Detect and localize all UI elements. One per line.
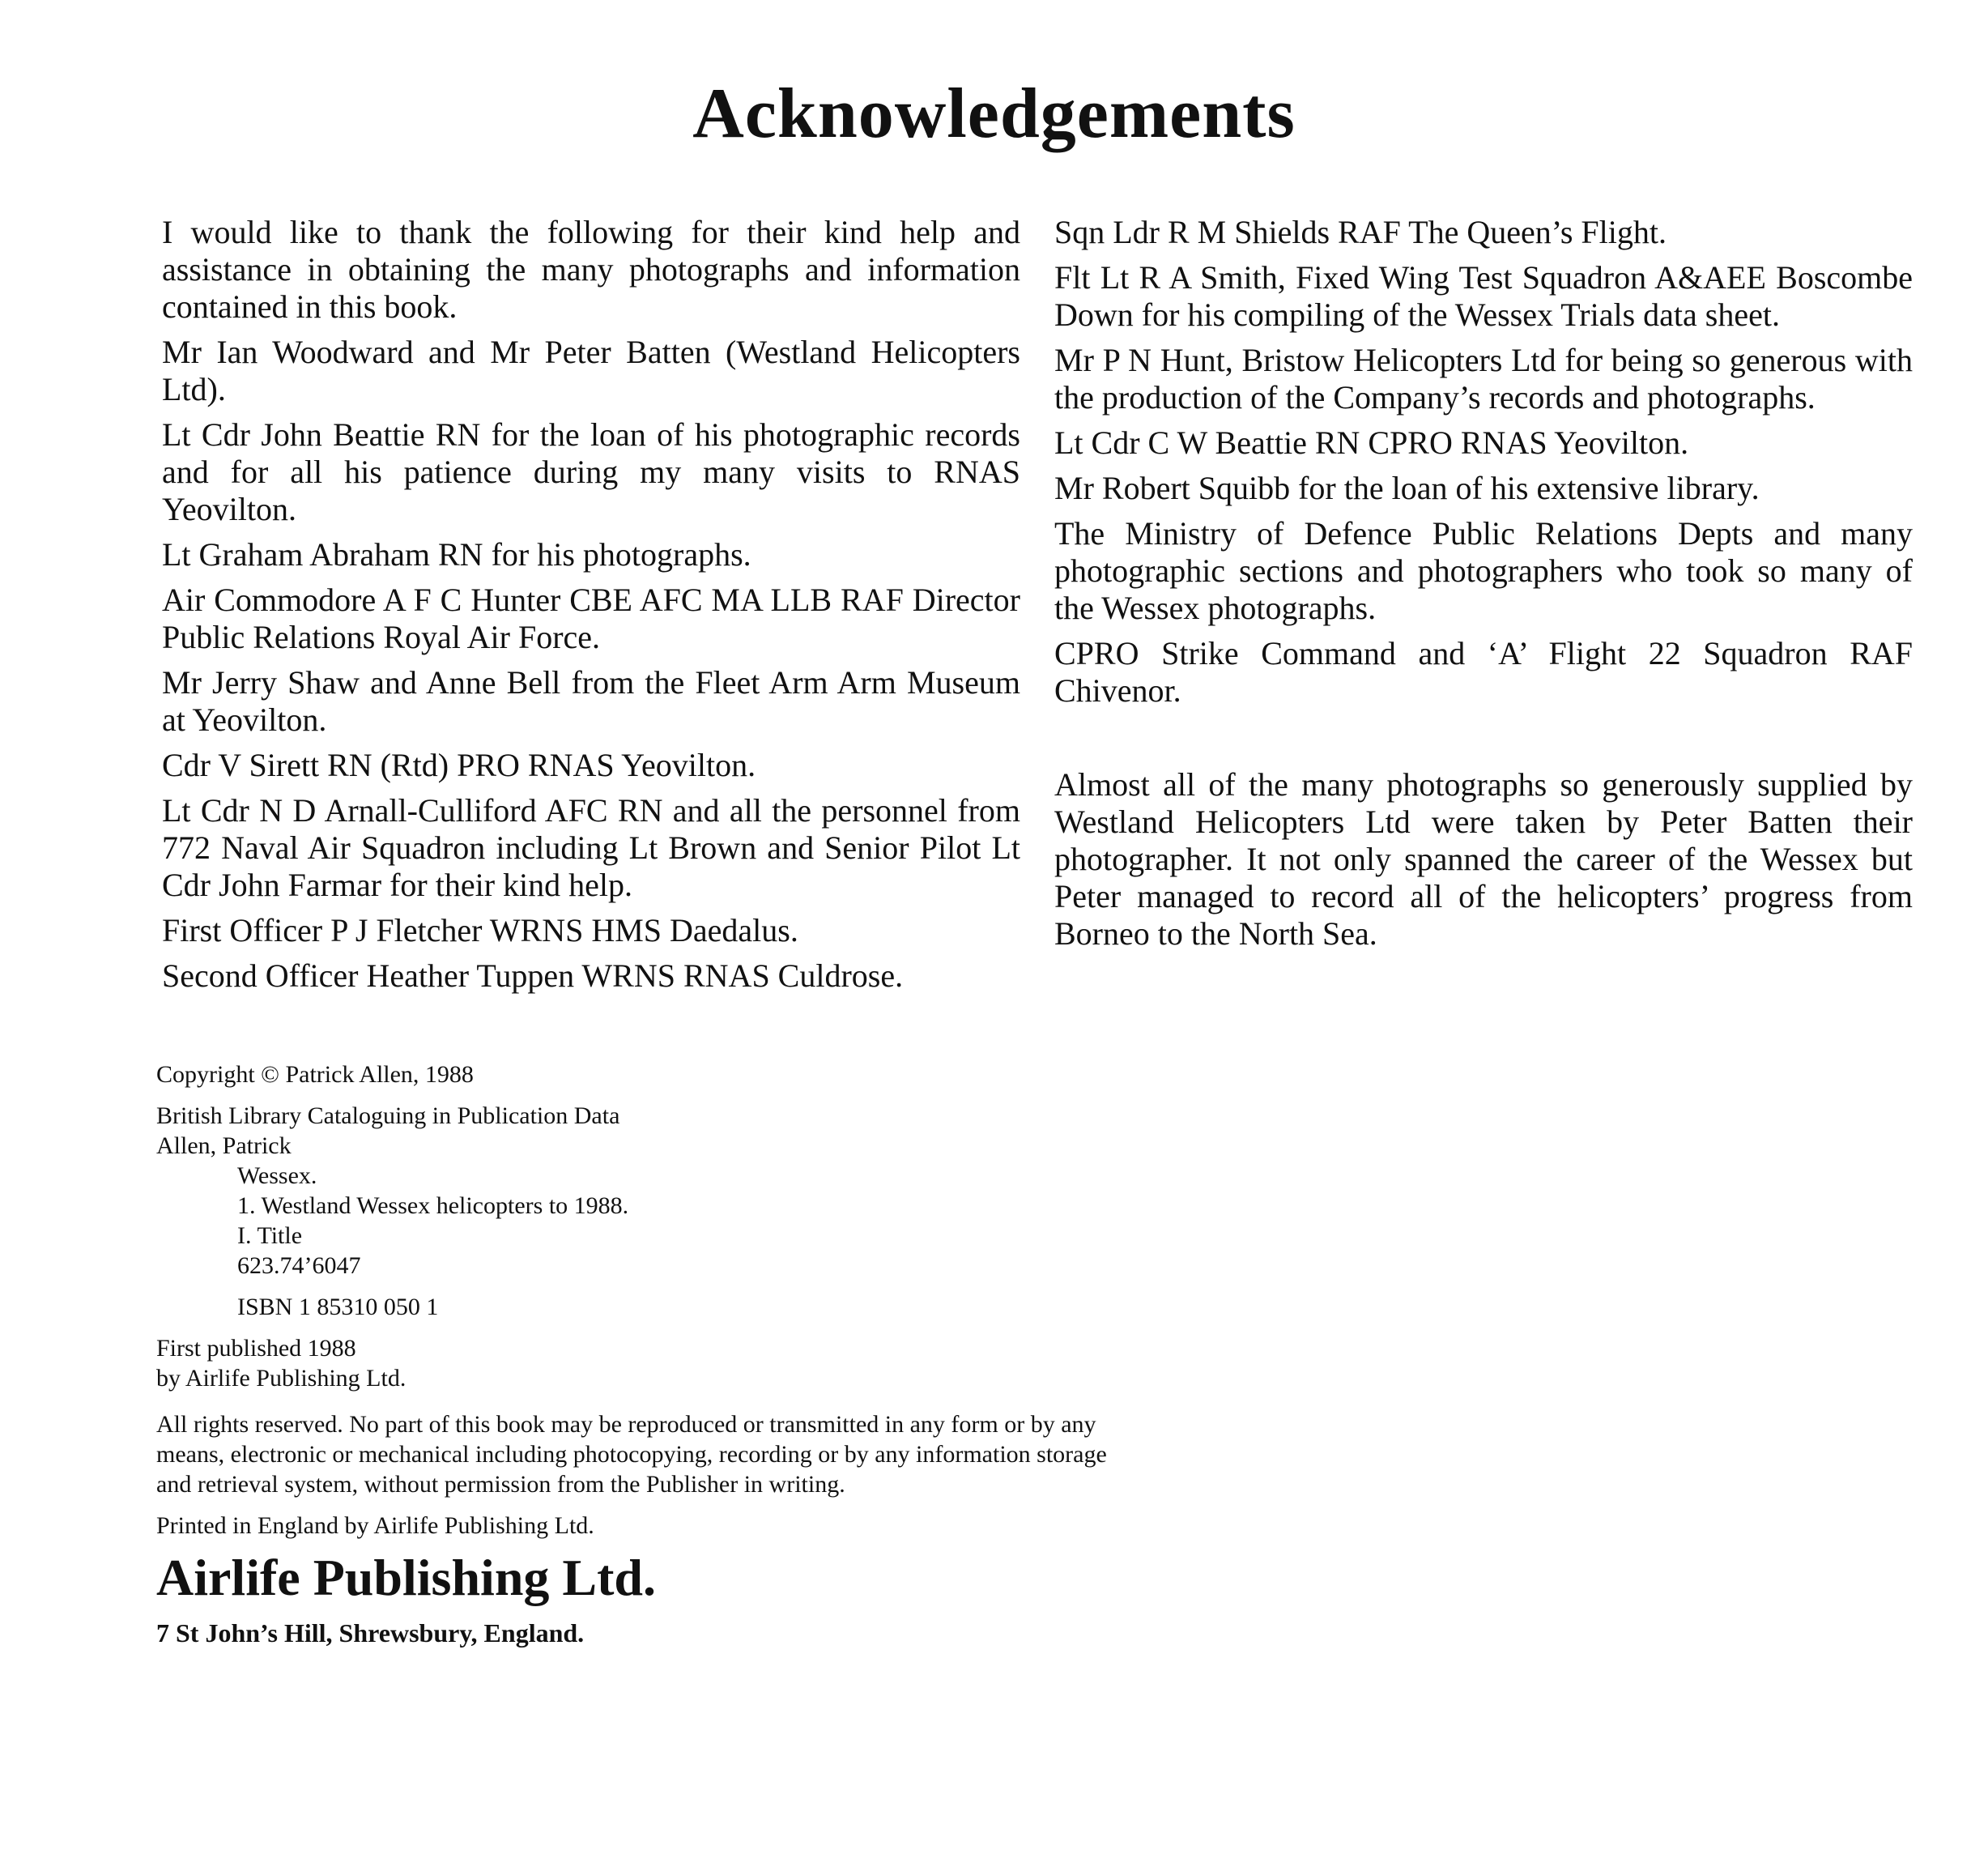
rights-statement: All rights reserved. No part of this book may be reproduced or transmitted in any form or by any means, electronic or mechanical including photocopying, recording or by any information storage and retrieval system, without permission from the Publisher in writing. bbox=[156, 1411, 1107, 1498]
cip-series: I. Title bbox=[237, 1222, 303, 1249]
acknowledgement-item: Mr Ian Woodward and Mr Peter Batten (Westland Helicopters Ltd). bbox=[162, 334, 1020, 407]
acknowledgement-item: Lt Cdr John Beattie RN for the loan of his photographic records and for all his patience during my many visits to RNAS Yeovilton. bbox=[162, 416, 1020, 527]
acknowledgement-intro: I would like to thank the following for their kind help and assistance in obtaining the many photographs and information contained in this book. bbox=[162, 214, 1020, 325]
acknowledgement-item: First Officer P J Fletcher WRNS HMS Daedalus. bbox=[162, 912, 798, 948]
acknowledgement-item: Lt Graham Abraham RN for his photographs. bbox=[162, 536, 751, 573]
left-column bbox=[162, 214, 1020, 1003]
acknowledgement-item: Mr P N Hunt, Bristow Helicopters Ltd for being so generous with the production of the Company’s records and photographs. bbox=[1054, 342, 1913, 416]
cip-subject: 1. Westland Wessex helicopters to 1988. bbox=[237, 1192, 629, 1219]
cip-title: Wessex. bbox=[237, 1162, 317, 1189]
acknowledgement-item: Sqn Ldr R M Shields RAF The Queen’s Flight. bbox=[1054, 214, 1667, 250]
acknowledgement-item: Mr Robert Squibb for the loan of his extensive library. bbox=[1054, 470, 1760, 506]
copyright-line: Copyright © Patrick Allen, 1988 bbox=[156, 1061, 474, 1088]
right-column bbox=[1054, 214, 1913, 961]
acknowledgement-item: Cdr V Sirett RN (Rtd) PRO RNAS Yeovilton. bbox=[162, 747, 756, 783]
first-published: First published 1988 bbox=[156, 1335, 356, 1362]
cip-class: 623.74’6047 bbox=[237, 1252, 361, 1279]
publisher-address: 7 St John’s Hill, Shrewsbury, England. bbox=[156, 1618, 585, 1648]
acknowledgement-item: Flt Lt R A Smith, Fixed Wing Test Squadron A&AEE Boscombe Down for his compiling of the Wessex Trials data sheet. bbox=[1054, 259, 1913, 333]
imprint-block bbox=[156, 1059, 1160, 1649]
acknowledgement-item: Lt Cdr N D Arnall-Culliford AFC RN and all the personnel from 772 Naval Air Squadron including Lt Brown and Senior Pilot Lt Cdr John Farmar for their kind help. bbox=[162, 792, 1020, 903]
acknowledgement-item: Second Officer Heather Tuppen WRNS RNAS Culdrose. bbox=[162, 957, 904, 994]
cip-author: Allen, Patrick bbox=[156, 1132, 292, 1159]
acknowledgement-item: Air Commodore A F C Hunter CBE AFC MA LLB RAF Director Public Relations Royal Air Force. bbox=[162, 582, 1020, 655]
acknowledgement-item: Mr Jerry Shaw and Anne Bell from the Fleet Arm Arm Museum at Yeovilton. bbox=[162, 664, 1020, 738]
printed-in: Printed in England by Airlife Publishing Ltd. bbox=[156, 1512, 594, 1539]
acknowledgement-item: The Ministry of Defence Public Relations Depts and many photographic sections and photographers who took so many of the Wessex photographs. bbox=[1054, 515, 1913, 626]
published-by: by Airlife Publishing Ltd. bbox=[156, 1365, 407, 1392]
publisher-name: Airlife Publishing Ltd. bbox=[156, 1549, 656, 1606]
acknowledgement-item: Lt Cdr C W Beattie RN CPRO RNAS Yeovilton. bbox=[1054, 424, 1689, 461]
isbn: ISBN 1 85310 050 1 bbox=[237, 1294, 439, 1320]
closing-paragraph: Almost all of the many photographs so generously supplied by Westland Helicopters Ltd were taken by Peter Batten their photographer. It not only spanned the career of the Wessex but Peter managed to record all of the helicopters’ progress from Borneo to the North Sea. bbox=[1054, 766, 1913, 952]
acknowledgement-item: CPRO Strike Command and ‘A’ Flight 22 Squadron RAF Chivenor. bbox=[1054, 635, 1913, 709]
cip-heading: British Library Cataloguing in Publication Data bbox=[156, 1102, 620, 1129]
page-title: Acknowledgements bbox=[692, 75, 1296, 153]
